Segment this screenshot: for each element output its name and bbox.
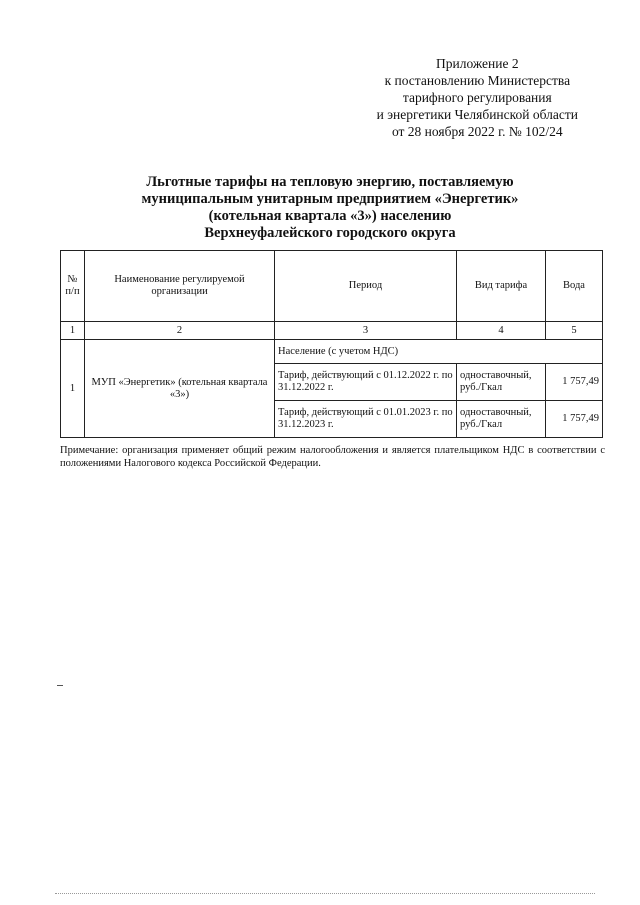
row-period: Тариф, действующий с 01.12.2022 г. по 31.12.2022 г. — [275, 364, 457, 401]
footnote: Примечание: организация применяет общий режим налогообложения и является плательщиком НДС в соответствии с положениями Налогового кодекса Российской Федерации. — [60, 445, 605, 469]
row-tariff-type: одноставочный, руб./Гкал — [457, 401, 546, 438]
row-organization: МУП «Энергетик» (котельная квартала «3») — [85, 340, 275, 438]
column-number: 3 — [275, 322, 457, 340]
column-number-row — [61, 322, 603, 340]
title-line: (котельная квартала «3») населению — [208, 208, 452, 224]
appendix-line: к постановлению Министерства — [384, 73, 571, 88]
header-organization: Наименование регулируемой организации — [85, 251, 275, 322]
scan-mark — [57, 685, 63, 686]
row-num: 1 — [61, 340, 85, 438]
row-water-value: 1 757,49 — [546, 364, 603, 401]
column-number: 4 — [457, 322, 546, 340]
title-line: Верхнеуфалейского городского округа — [204, 225, 456, 241]
appendix-line: тарифного регулирования — [402, 90, 552, 105]
header-water: Вода — [546, 251, 603, 322]
table-row — [61, 340, 603, 364]
document-title — [60, 174, 600, 242]
row-tariff-type: одноставочный, руб./Гкал — [457, 364, 546, 401]
table-header-row — [61, 251, 603, 322]
title-line: Льготные тарифы на тепловую энергию, поставляемую — [146, 174, 514, 190]
row-period: Тариф, действующий с 01.01.2023 г. по 31.12.2023 г. — [275, 401, 457, 438]
appendix-line: и энергетики Челябинской области — [376, 107, 578, 122]
group-label: Население (с учетом НДС) — [275, 340, 603, 364]
tariff-table — [60, 250, 603, 438]
header-period: Период — [275, 251, 457, 322]
appendix-line: от 28 ноября 2022 г. № 102/24 — [391, 124, 563, 139]
appendix-block — [377, 55, 578, 140]
column-number: 1 — [61, 322, 85, 340]
column-number: 5 — [546, 322, 603, 340]
title-line: муниципальным унитарным предприятием «Энергетик» — [141, 191, 519, 207]
header-tariff-type: Вид тарифа — [457, 251, 546, 322]
header-num: № п/п — [61, 251, 85, 322]
row-water-value: 1 757,49 — [546, 401, 603, 438]
page-bottom-border — [55, 893, 595, 894]
appendix-line: Приложение 2 — [436, 56, 519, 71]
column-number: 2 — [85, 322, 275, 340]
